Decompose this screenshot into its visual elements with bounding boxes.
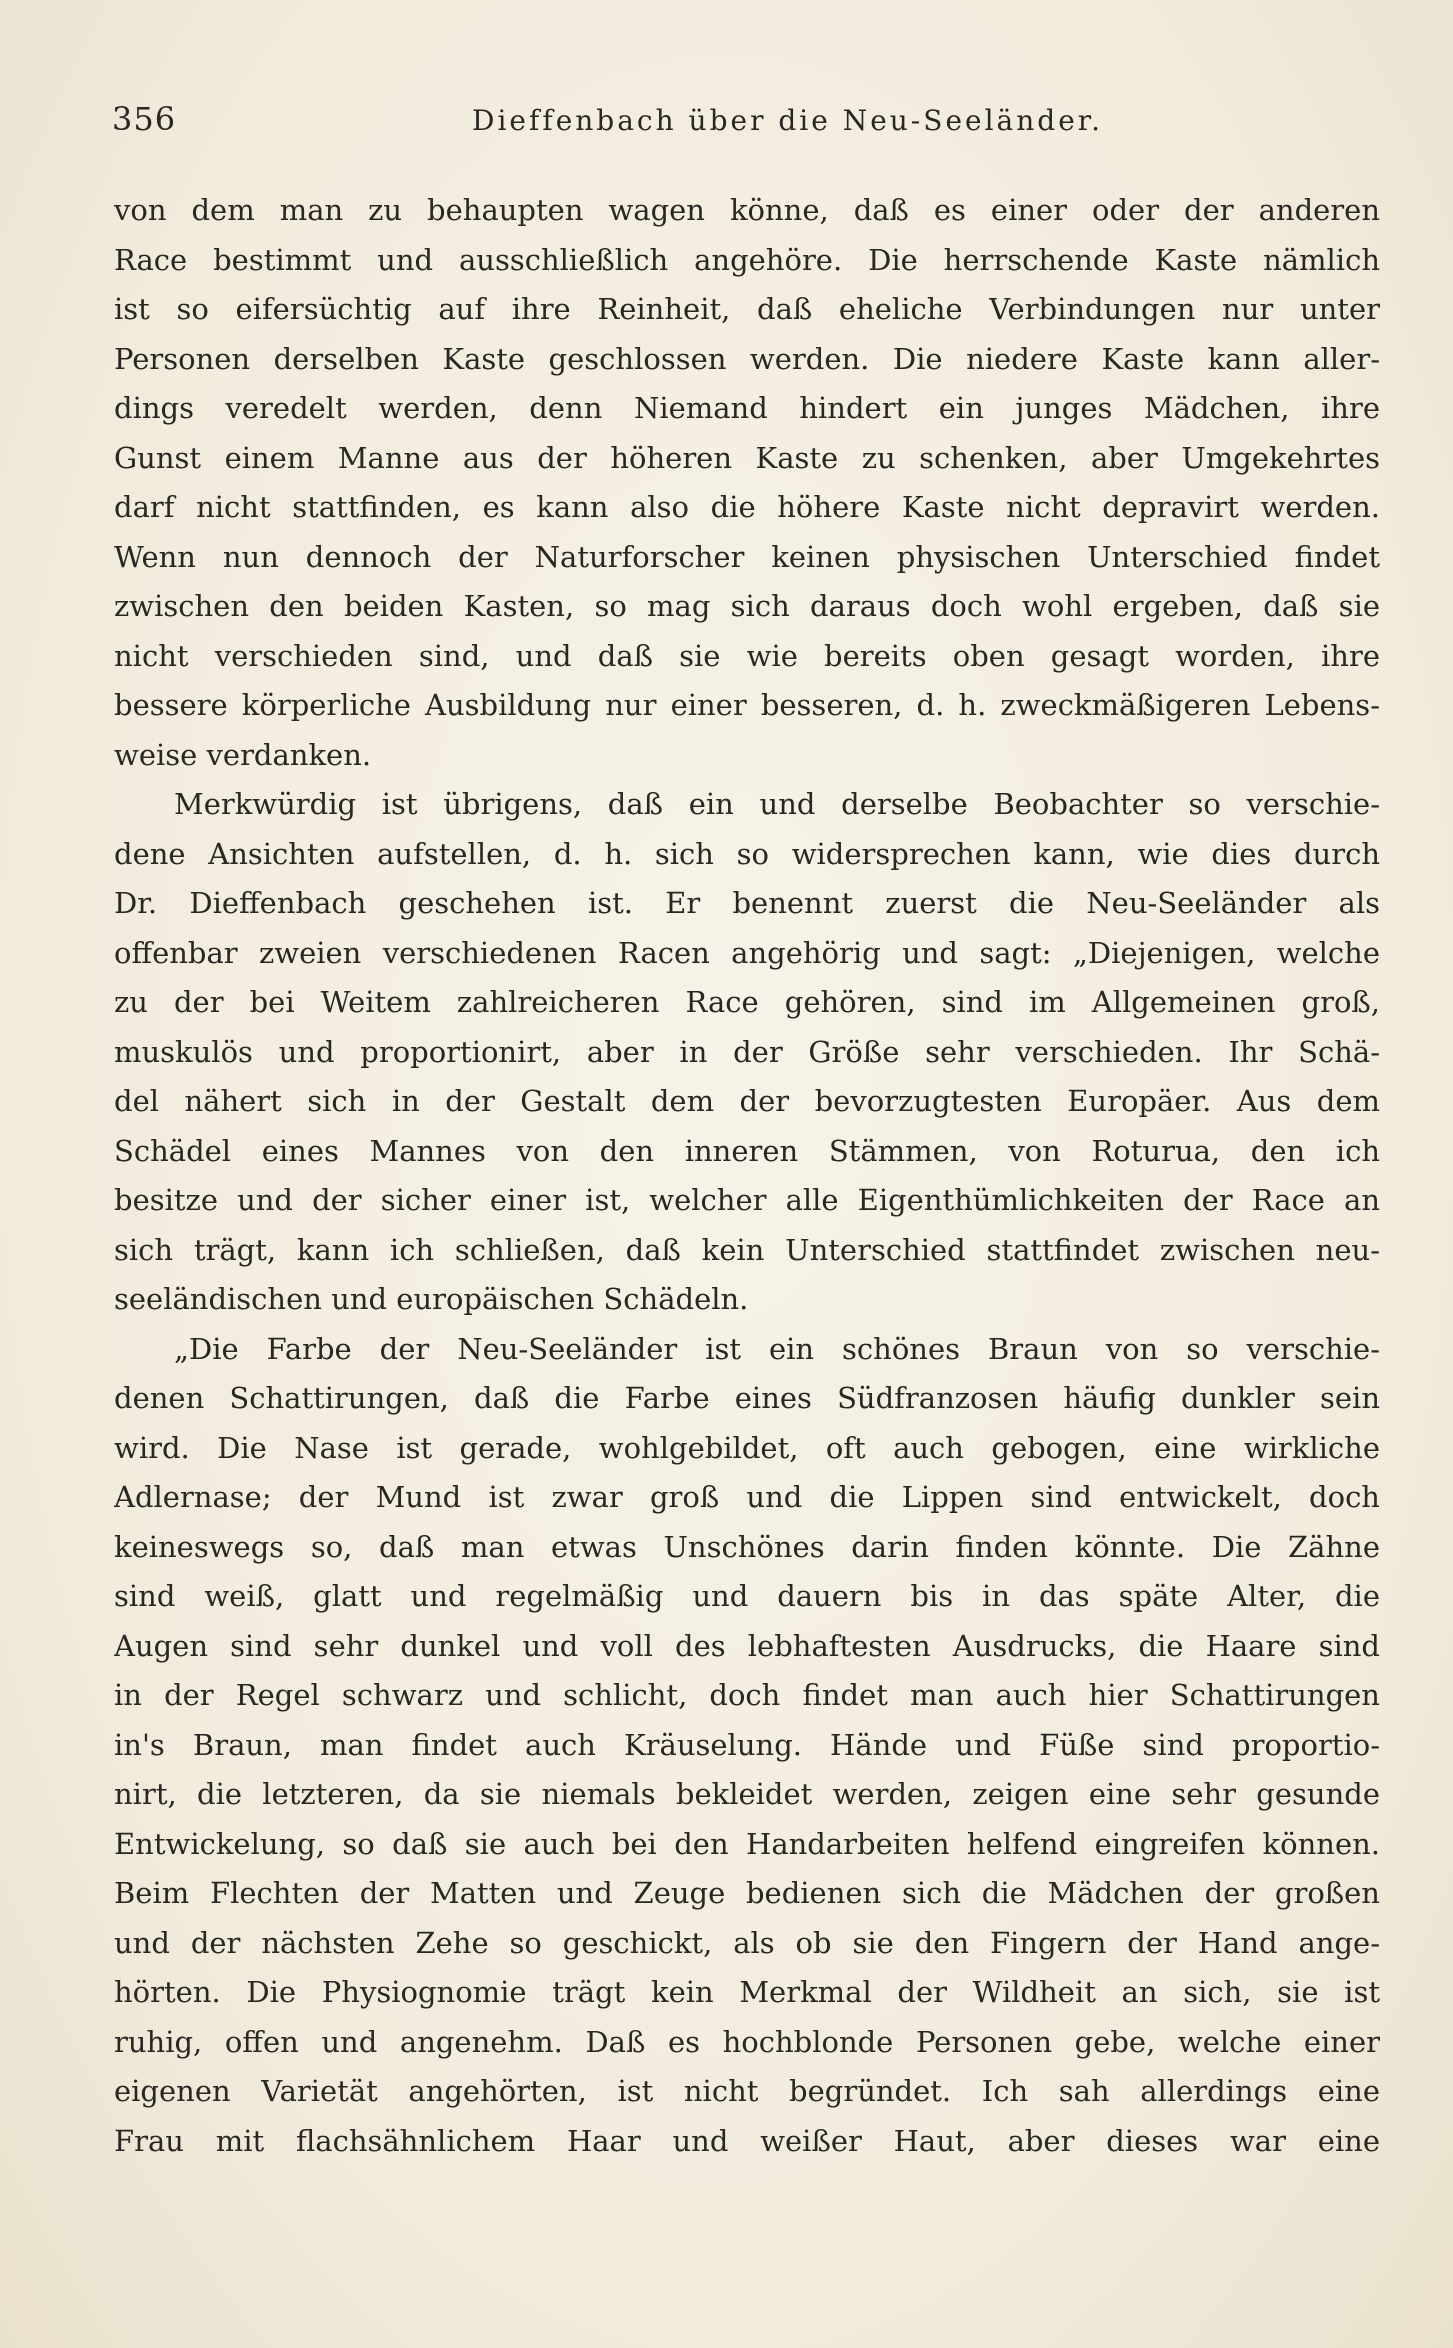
running-head: Dieffenbach über die Neu-Seeländer.	[472, 104, 1103, 137]
text-line: Race bestimmt und ausschließlich angehöre. Die herrschende Kaste nämlich	[114, 242, 1380, 277]
text-line: Augen sind sehr dunkel und voll des lebhaftesten Ausdrucks, die Haare sind	[114, 1628, 1380, 1663]
text-line: wird. Die Nase ist gerade, wohlgebildet, oft auch gebogen, eine wirkliche	[114, 1430, 1380, 1465]
text-line: ruhig, offen und angenehm. Daß es hochblonde Personen gebe, welche einer	[114, 2024, 1380, 2059]
body-text	[114, 186, 1380, 2166]
text-line: sich trägt, kann ich schließen, daß kein Unterschied stattfindet zwischen neu-	[114, 1232, 1380, 1267]
text-line: Wenn nun dennoch der Naturforscher keinen physischen Unterschied findet	[114, 539, 1380, 574]
text-line: offenbar zweien verschiedenen Racen angehörig und sagt: „Diejenigen, welche	[114, 935, 1380, 970]
text-line: keineswegs so, daß man etwas Unschönes darin finden könnte. Die Zähne	[114, 1529, 1380, 1564]
text-line: Entwickelung, so daß sie auch bei den Handarbeiten helfend eingreifen können.	[114, 1826, 1380, 1861]
text-line: darf nicht stattfinden, es kann also die höhere Kaste nicht depravirt werden.	[114, 490, 1380, 524]
text-line: hörten. Die Physiognomie trägt kein Merkmal der Wildheit an sich, sie ist	[114, 1975, 1380, 2009]
text-line: Schädel eines Mannes von den inneren Stämmen, von Roturua, den ich	[114, 1133, 1380, 1168]
text-line: seeländischen und europäischen Schädeln.	[114, 1282, 749, 1316]
text-line: dene Ansichten aufstellen, d. h. sich so widersprechen kann, wie dies durch	[114, 836, 1380, 871]
text-line: zwischen den beiden Kasten, so mag sich daraus doch wohl ergeben, daß sie	[114, 589, 1380, 623]
text-line: besitze und der sicher einer ist, welcher alle Eigenthümlichkeiten der Race an	[114, 1183, 1380, 1217]
text-line: Personen derselben Kaste geschlossen werden. Die niedere Kaste kann aller-	[114, 341, 1380, 376]
text-line: Frau mit flachsähnlichem Haar und weißer Haut, aber dieses war eine	[114, 2123, 1380, 2158]
text-line: eigenen Varietät angehörten, ist nicht begründet. Ich sah allerdings eine	[114, 2074, 1380, 2108]
text-line: Gunst einem Manne aus der höheren Kaste zu schenken, aber Umgekehrtes	[114, 440, 1380, 475]
text-line: nicht verschieden sind, und daß sie wie bereits oben gesagt worden, ihre	[114, 638, 1380, 673]
text-line: muskulös und proportionirt, aber in der Größe sehr verschieden. Ihr Schä-	[114, 1034, 1380, 1069]
paragraph-start-line: Merkwürdig ist übrigens, daß ein und derselbe Beobachter so verschie-	[174, 787, 1380, 821]
text-line: denen Schattirungen, daß die Farbe eines Südfranzosen häufig dunkler sein	[114, 1381, 1380, 1415]
text-line: in's Braun, man findet auch Kräuselung. Hände und Füße sind proportio-	[114, 1727, 1380, 1762]
paragraph-start-line: „Die Farbe der Neu-Seeländer ist ein schönes Braun von so verschie-	[174, 1331, 1380, 1366]
text-line: weise verdanken.	[114, 737, 372, 772]
text-line: dings veredelt werden, denn Niemand hindert ein junges Mädchen, ihre	[114, 391, 1380, 425]
text-line: von dem man zu behaupten wagen könne, daß es einer oder der anderen	[114, 193, 1380, 227]
text-line: in der Regel schwarz und schlicht, doch findet man auch hier Schattirungen	[114, 1678, 1380, 1712]
text-line: Beim Flechten der Matten und Zeuge bedienen sich die Mädchen der großen	[114, 1876, 1380, 1910]
text-line: und der nächsten Zehe so geschickt, als ob sie den Fingern der Hand ange-	[114, 1925, 1380, 1960]
text-line: del nähert sich in der Gestalt dem der bevorzugtesten Europäer. Aus dem	[114, 1084, 1380, 1118]
text-line: nirt, die letzteren, da sie niemals bekleidet werden, zeigen eine sehr gesunde	[114, 1777, 1380, 1811]
text-line: Adlernase; der Mund ist zwar groß und die Lippen sind entwickelt, doch	[114, 1480, 1380, 1514]
text-line: Dr. Dieffenbach geschehen ist. Er benennt zuerst die Neu-Seeländer als	[114, 886, 1380, 920]
page-number: 356	[112, 100, 177, 138]
text-line: zu der bei Weitem zahlreicheren Race gehören, sind im Allgemeinen groß,	[114, 985, 1380, 1019]
text-line: ist so eifersüchtig auf ihre Reinheit, daß eheliche Verbindungen nur unter	[114, 292, 1380, 326]
text-line: sind weiß, glatt und regelmäßig und dauern bis in das späte Alter, die	[114, 1579, 1380, 1613]
text-line: bessere körperliche Ausbildung nur einer besseren, d. h. zweckmäßigeren Lebens-	[114, 688, 1380, 722]
page-header	[112, 100, 1382, 150]
